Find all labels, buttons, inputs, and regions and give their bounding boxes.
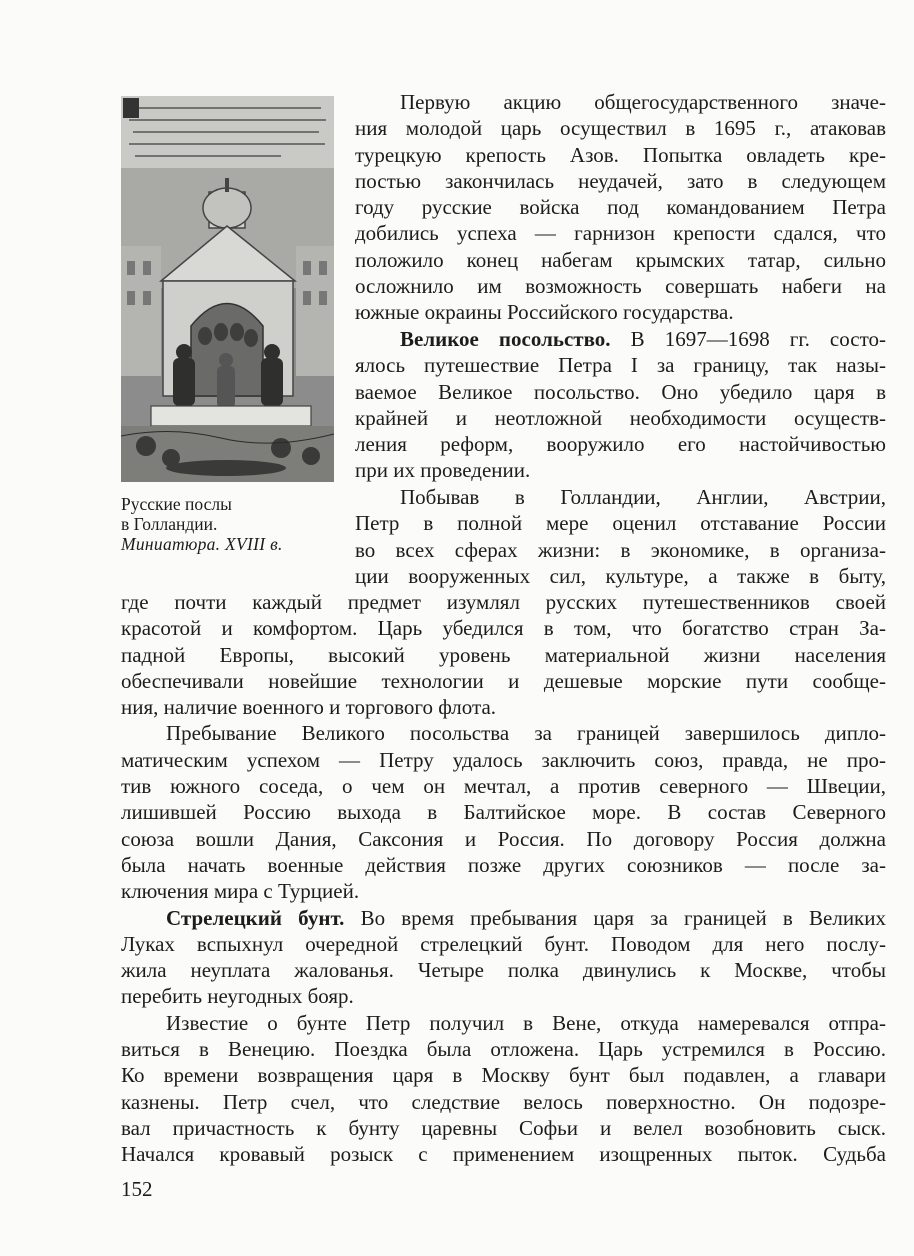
text-line: обеспечивали новейшие технологии и дешевые морские пути сообще- xyxy=(121,668,886,693)
text-line: виться в Венецию. Поездка была отложена. Царь устремился в Россию. xyxy=(121,1037,886,1062)
text-line: Первую акцию общегосударственного значе- xyxy=(400,90,886,114)
paragraph-azov xyxy=(355,89,886,326)
text-line: перебить неугодных бояр. xyxy=(121,984,354,1009)
text-line: южные окраины Российского государства. xyxy=(355,300,734,325)
text-line: осложнило им возможность совершать набеги на xyxy=(355,274,886,299)
text-line: постью закончилась неудачей, зато в следующем xyxy=(355,168,886,193)
full-width-text xyxy=(121,589,886,1168)
text-line: Начался кровавый розыск с применением изощренных пыток. Судьба xyxy=(121,1142,886,1167)
text-line: турецкую крепость Азов. Попытка овладеть кре- xyxy=(355,142,886,167)
text-line: Пребывание Великого посольства за границей завершилось дипло- xyxy=(166,721,886,746)
text-line: красотой и комфортом. Царь убедился в том, что богатство стран За- xyxy=(121,616,886,641)
text-line xyxy=(355,326,886,352)
text-line: добились успеха — гарнизон крепости сдался, что xyxy=(355,221,886,246)
paragraph-travels xyxy=(355,484,886,589)
text-line: жила неуплата жалованья. Четыре полка двинулись к Москве, чтобы xyxy=(121,958,886,983)
text-line: была начать военные действия позже других союзников — после за- xyxy=(121,852,886,877)
text-line: году русские войска под командованием Петра xyxy=(355,195,886,220)
text-line: Известие о бунте Петр получил в Вене, откуда намеревался отпра- xyxy=(166,1010,886,1035)
text-line: ялось путешествие Петра I за границу, так назы- xyxy=(355,353,886,378)
caption-line: в Голландии. xyxy=(121,514,218,534)
text-line: крайней и неотложной необходимости осуществ- xyxy=(355,405,886,430)
text-line: Луках вспыхнул очередной стрелецкий бунт. Поводом для него послу- xyxy=(121,931,886,956)
text-line: ния молодой царь осуществил в 1695 г., атаковав xyxy=(355,116,886,141)
text-line: ления реформ, вооружило его настойчивостью xyxy=(355,432,886,457)
paragraph-grand-embassy xyxy=(355,326,886,484)
caption-source: Миниатюра. XVIII в. xyxy=(121,534,283,554)
text-line: лишившей Россию выхода в Балтийское море. В состав Северного xyxy=(121,800,886,825)
text-line: ключения мира с Турцией. xyxy=(121,879,360,904)
text-line: при их проведении. xyxy=(355,458,531,483)
text-line: во всех сферах жизни: в экономике, в организа- xyxy=(355,537,886,562)
text-line xyxy=(121,905,886,931)
miniature-illustration xyxy=(121,96,334,482)
text-line: падной Европы, высокий уровень материальной жизни населения xyxy=(121,642,886,667)
page-number: 152 xyxy=(121,1177,153,1201)
text-line: тив южного соседа, о чем он мечтал, а против северного — Швеции, xyxy=(121,774,886,799)
text-line: ния, наличие военного и торгового флота. xyxy=(121,695,497,720)
caption-line: Русские послы xyxy=(121,494,232,514)
text-line: вал причастность к бунту царевны Софьи и велел возобновить сыск. xyxy=(121,1115,886,1140)
text-line: казнены. Петр счел, что следствие велось поверхностно. Он подозре- xyxy=(121,1089,886,1114)
text-line: ваемое Великое посольство. Оно убедило царя в xyxy=(355,379,886,404)
text-fragment: Во время пребывания царя за границей в Великих xyxy=(344,905,886,930)
miniature-image xyxy=(121,96,334,482)
text-line: Ко времени возвращения царя в Москву бунт был подавлен, а главари xyxy=(121,1063,886,1088)
text-line: ции вооруженных сил, культуре, а также в быту, xyxy=(355,563,886,588)
text-line: положило конец набегам крымских татар, сильно xyxy=(355,247,886,272)
text-line: Петр в полной мере оценил отставание России xyxy=(355,511,886,536)
text-line: где почти каждый предмет изумлял русских путешественников своей xyxy=(121,590,886,614)
figure-caption xyxy=(121,494,347,554)
text-line: союза вошли Дания, Саксония и Россия. По договору Россия должна xyxy=(121,826,886,851)
text-fragment: В 1697—1698 гг. состо- xyxy=(610,327,886,351)
section-heading: Стрелецкий бунт. xyxy=(166,905,345,930)
text-line: матическим успехом — Петру удалось заключить союз, правда, не про- xyxy=(121,747,886,772)
section-heading: Великое посольство. xyxy=(400,327,611,351)
text-line: Побывав в Голландии, Англии, Австрии, xyxy=(400,485,886,509)
